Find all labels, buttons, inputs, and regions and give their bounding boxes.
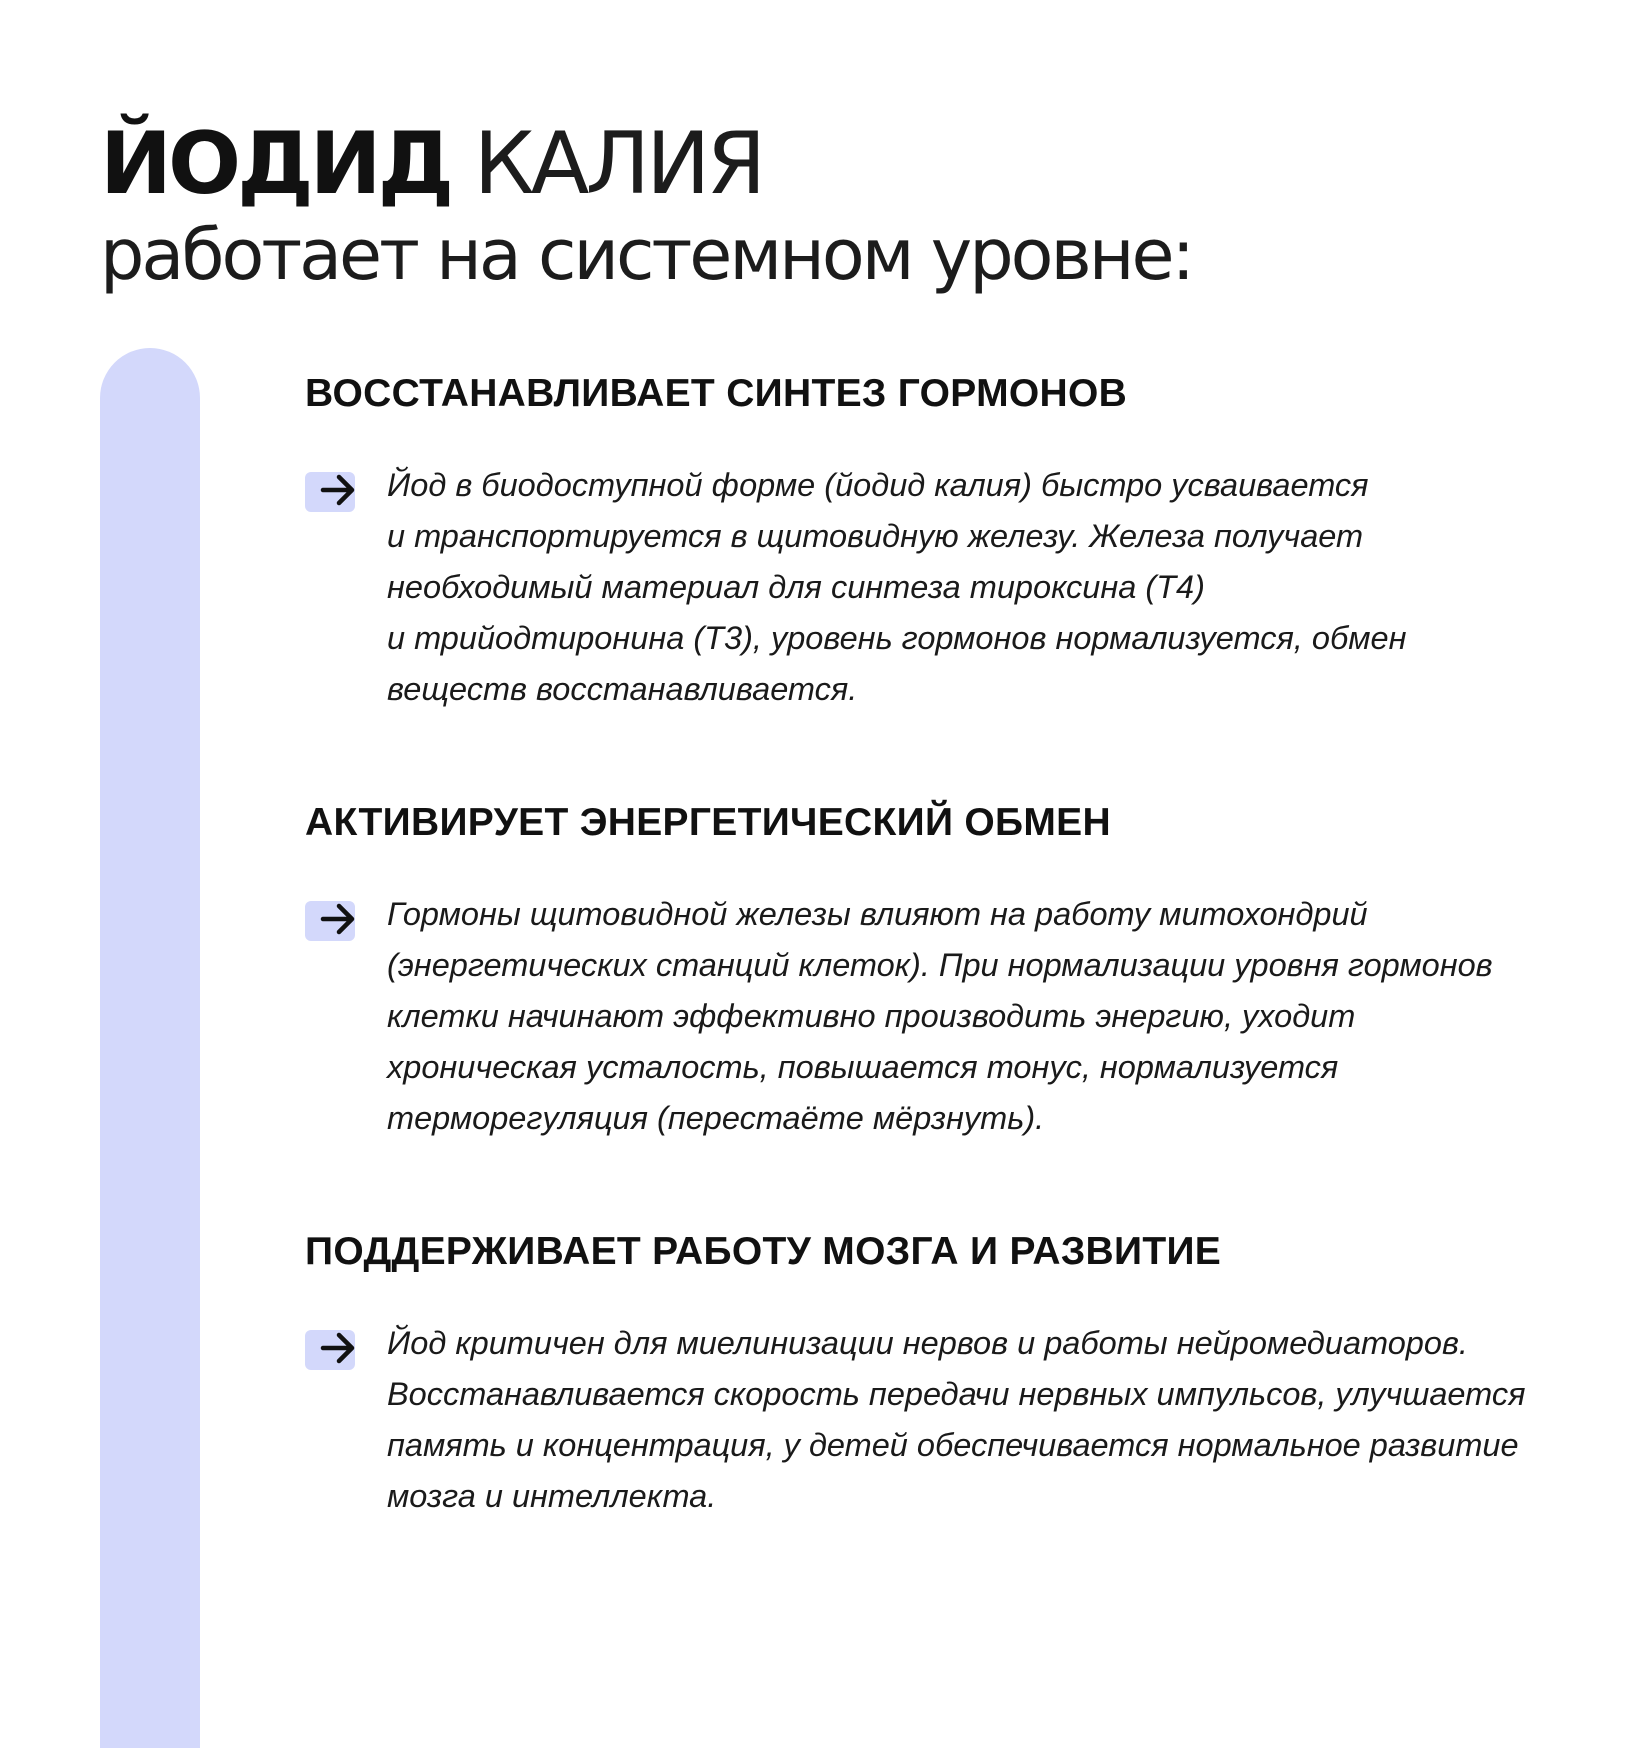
section-text [387, 889, 1605, 1144]
section-heading: ВОССТАНАВЛИВАЕТ СИНТЕЗ ГОРМОНОВ [305, 372, 1128, 415]
decorative-side-bar [100, 348, 200, 1748]
text-line: память и концентрация, у детей обеспечивается нормальное развитие [387, 1427, 1519, 1463]
page-subtitle: работает на системном уровне: [100, 214, 1193, 296]
text-line: терморегуляция (перестаёте мёрзнуть). [387, 1100, 1045, 1136]
section-text [387, 1318, 1605, 1522]
title-light: КАЛИЯ [473, 114, 763, 214]
title-bold: ЙОДИД [100, 114, 451, 214]
text-line: (энергетических станций клеток). При нормализации уровня гормонов [387, 947, 1493, 983]
section-body [305, 1318, 1605, 1522]
text-line: и трийодтиронина (Т3), уровень гормонов нормализуется, обмен [387, 620, 1407, 656]
section-body [305, 889, 1605, 1144]
arrow-right-icon [305, 897, 357, 941]
page-header [100, 114, 1500, 300]
text-line: Восстанавливается скорость передачи нервных импульсов, улучшается [387, 1376, 1526, 1412]
text-line: Йод в биодоступной форме (йодид калия) быстро усваивается [387, 467, 1369, 503]
text-line: хроническая усталость, повышается тонус, нормализуется [387, 1049, 1339, 1085]
benefit-section-hormones [305, 370, 1605, 715]
section-text [387, 460, 1605, 715]
text-line: клетки начинают эффективно производить энергию, уходит [387, 998, 1356, 1034]
section-heading: АКТИВИРУЕТ ЭНЕРГЕТИЧЕСКИЙ ОБМЕН [305, 801, 1111, 844]
benefit-section-brain [305, 1228, 1605, 1522]
section-body [305, 460, 1605, 715]
page-title [100, 114, 1500, 214]
section-heading: ПОДДЕРЖИВАЕТ РАБОТУ МОЗГА И РАЗВИТИЕ [305, 1230, 1222, 1273]
text-line: Гормоны щитовидной железы влияют на работу митохондрий [387, 896, 1368, 932]
arrow-right-icon [305, 1326, 357, 1370]
text-line: Йод критичен для миелинизации нервов и работы нейромедиаторов. [387, 1325, 1468, 1361]
text-line: веществ восстанавливается. [387, 671, 858, 707]
text-line: необходимый материал для синтеза тироксина (Т4) [387, 569, 1205, 605]
text-line: мозга и интеллекта. [387, 1478, 717, 1514]
text-line: и транспортируется в щитовидную железу. Железа получает [387, 518, 1364, 554]
benefits-list [305, 370, 1605, 1522]
benefit-section-energy [305, 799, 1605, 1144]
arrow-right-icon [305, 468, 357, 512]
